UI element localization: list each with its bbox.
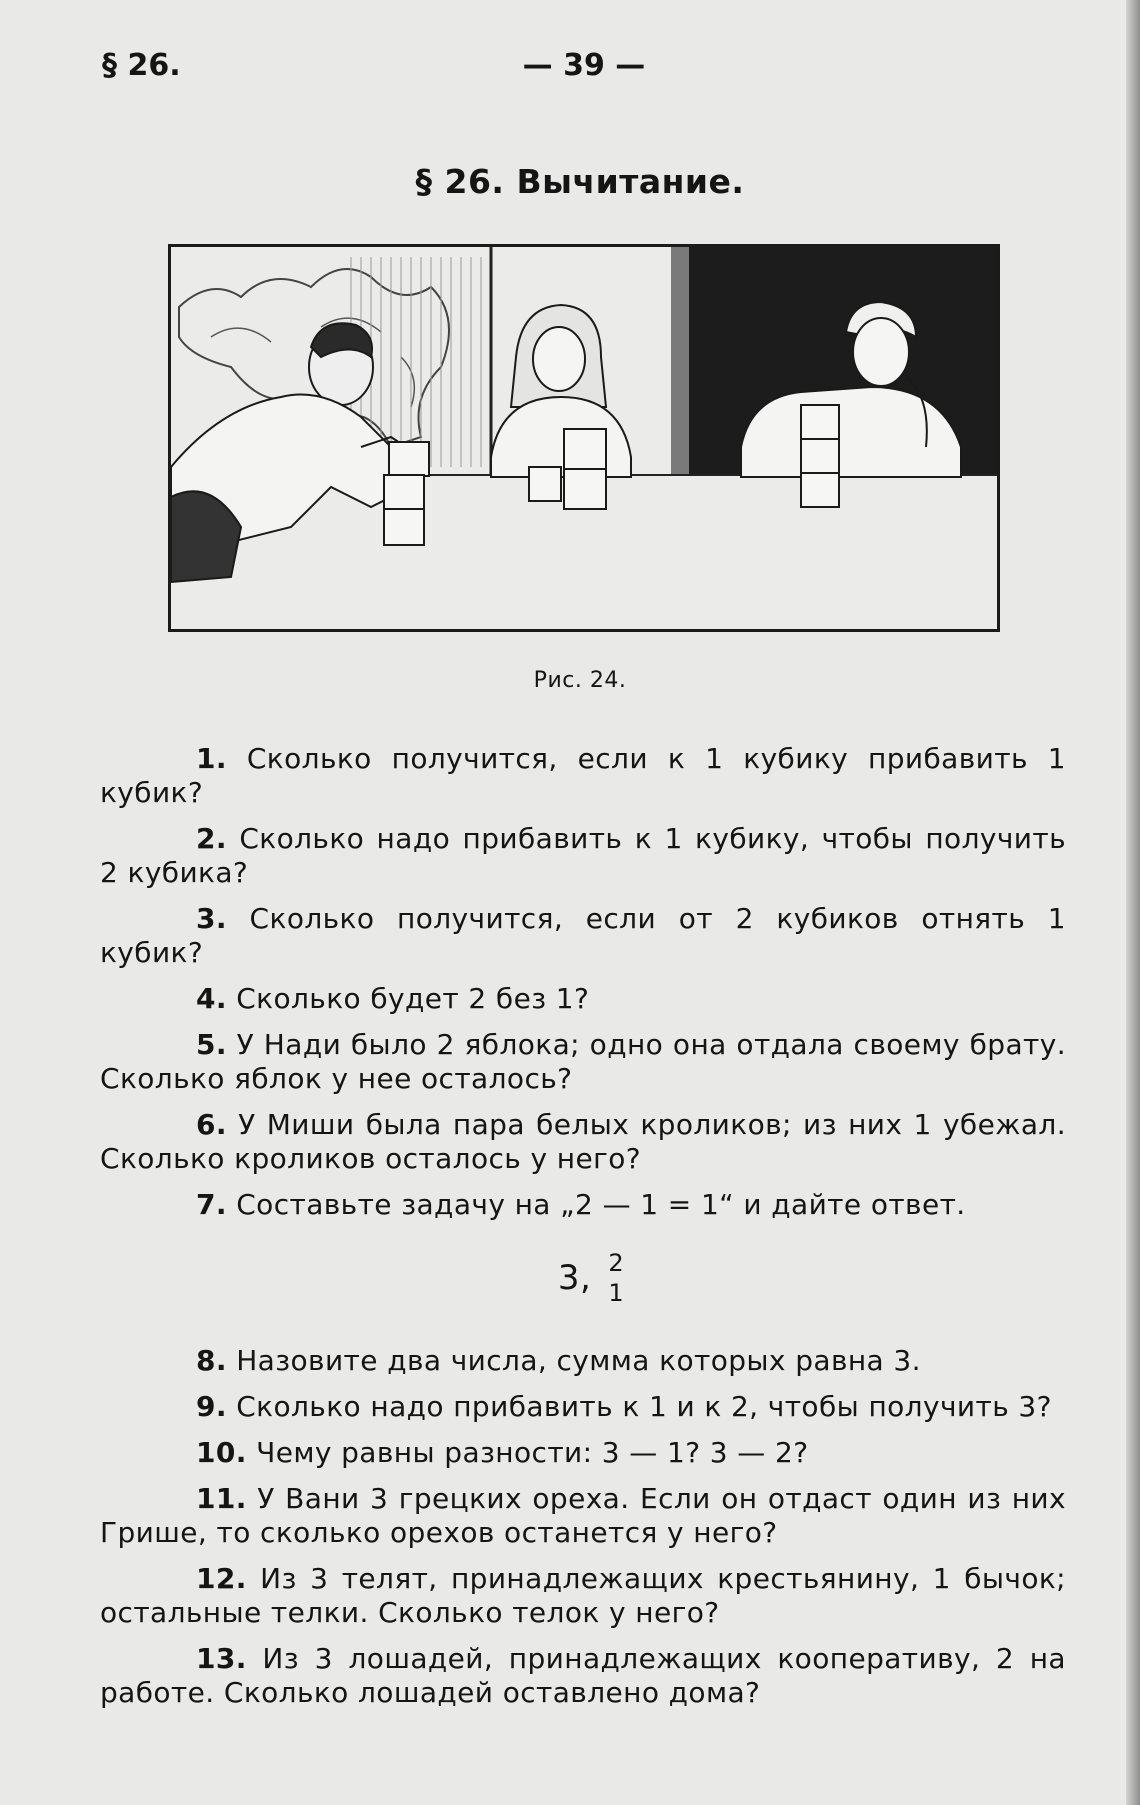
page-number: — 39 —	[522, 48, 646, 83]
exercise-9	[100, 1390, 1066, 1424]
exercise-number: 6.	[196, 1108, 227, 1141]
number-decomposition	[100, 1248, 1066, 1322]
exercise-12	[100, 1562, 1066, 1630]
exercise-6	[100, 1108, 1066, 1176]
exercise-number: 4.	[196, 982, 227, 1015]
running-header	[0, 48, 1140, 98]
exercise-number: 2.	[196, 822, 227, 855]
exercise-1	[100, 742, 1066, 810]
page-edge-shadow	[1126, 0, 1140, 1805]
block-stack-right	[801, 405, 839, 507]
exercise-3	[100, 902, 1066, 970]
exercise-8	[100, 1344, 1066, 1378]
boy-left-figure	[171, 323, 411, 582]
exercise-4	[100, 982, 1066, 1016]
exercise-7	[100, 1188, 1066, 1222]
girl-middle-figure	[491, 305, 631, 477]
exercise-text: У Вани 3 грецких ореха. Если он отдаст один из них Грише, то сколько орехов останется у него?	[100, 1482, 1066, 1549]
exercise-number: 8.	[196, 1344, 227, 1377]
exercise-13	[100, 1642, 1066, 1710]
exercise-10	[100, 1436, 1066, 1470]
exercise-number: 12.	[196, 1562, 247, 1595]
children-with-blocks-illustration	[171, 247, 997, 629]
exercise-text: Назовите два числа, сумма которых равна 3.	[226, 1344, 921, 1377]
exercise-text: У Миши была пара белых кроликов; из них 1 убежал. Сколько кроликов осталось у него?	[100, 1108, 1066, 1175]
exercise-number: 5.	[196, 1028, 227, 1061]
exercise-text: Сколько будет 2 без 1?	[226, 982, 590, 1015]
exercise-number: 11.	[196, 1482, 247, 1515]
exercise-text: Сколько получится, если от 2 кубиков отнять 1 кубик?	[100, 902, 1066, 969]
exercise-text: У Нади было 2 яблока; одно она отдала своему брату. Сколько яблок у нее осталось?	[100, 1028, 1066, 1095]
exercise-number: 13.	[196, 1642, 247, 1675]
exercise-number: 9.	[196, 1390, 227, 1423]
header-section-ref: § 26.	[102, 48, 181, 83]
exercise-text: Сколько надо прибавить к 1 и к 2, чтобы получить 3?	[226, 1390, 1052, 1423]
exercise-text: Составьте задачу на „2 — 1 = 1“ и дайте ответ.	[226, 1188, 966, 1221]
figure-illustration	[168, 244, 1000, 632]
exercise-text: Сколько надо прибавить к 1 кубику, чтобы получить 2 кубика?	[100, 822, 1066, 889]
figure-caption: Рис. 24.	[533, 668, 627, 693]
decomposition-lead: 3,	[557, 1258, 592, 1298]
decomposition-top: 2	[608, 1249, 625, 1277]
decomposition-bottom: 1	[608, 1279, 625, 1307]
exercise-number: 7.	[196, 1188, 227, 1221]
decomposition-parts	[608, 1248, 624, 1308]
exercise-text: Чему равны разности: 3 — 1? 3 — 2?	[246, 1436, 809, 1469]
exercise-number: 3.	[196, 902, 227, 935]
exercise-11	[100, 1482, 1066, 1550]
exercise-list	[100, 742, 1066, 1710]
exercise-text: Сколько получится, если к 1 кубику прибавить 1 кубик?	[100, 742, 1066, 809]
exercise-5	[100, 1028, 1066, 1096]
section-title: § 26. Вычитание.	[415, 162, 745, 201]
exercise-text: Из 3 лошадей, принадлежащих кооперативу, 2 на работе. Сколько лошадей оставлено дома?	[100, 1642, 1066, 1709]
exercise-number: 10.	[196, 1436, 247, 1469]
window-frame	[671, 247, 689, 475]
block-stack-left	[384, 442, 429, 545]
exercise-text: Из 3 телят, принадлежащих крестьянину, 1 бычок; остальные телки. Сколько телок у него?	[100, 1562, 1066, 1629]
exercise-2	[100, 822, 1066, 890]
exercise-number: 1.	[196, 742, 227, 775]
